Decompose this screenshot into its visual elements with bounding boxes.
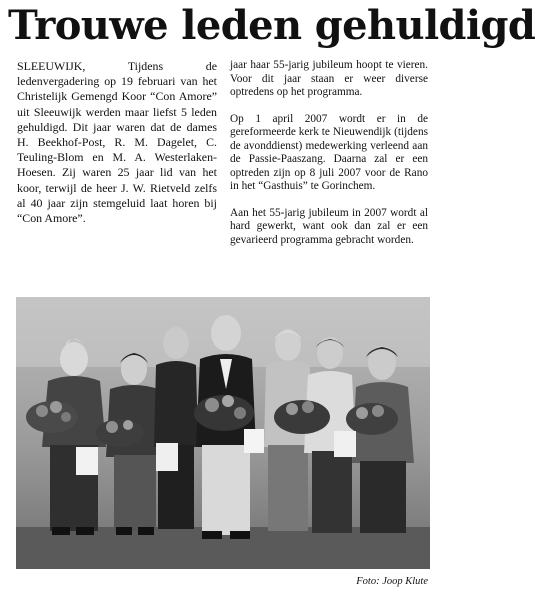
paragraph: Op 1 april 2007 wordt er in de gereformeerde kerk te Nieuwendijk (tijdens de avonddienst) medewerking verleend aan de Passie-Paaszang. Daarna zal er een optreden zijn op 8 juli 2007 voor de Rano in het “Gasthuis” te Gorinchem.	[230, 112, 428, 192]
paragraph: jaar haar 55-jarig jubileum hoopt te vieren. Voor dit jaar staan er weer diverse optredens op het programma.	[230, 59, 428, 98]
certificate	[76, 447, 98, 475]
left-column	[17, 59, 217, 226]
intro-paragraph: SLEEUWIJK, Tijdens de ledenvergadering op 19 februari van het Christelijk Gemengd Koor “Con Amore” uit Sleeuwijk werden maar liefst 5 leden gehuldigd. Dit jaar waren dat de dames H. Beekhof-Post, R. M. Dagelet, C. Teuling-Blom en M. A. Westerlaken-Hoesen. Zij waren 25 jaar lid van het koor, terwijl de heer J. W. Rietveld zelfs al 40 jaar zijn stemgeluid laat horen bij “Con Amore”.	[17, 59, 217, 226]
flower-bouquet	[194, 395, 254, 431]
flower-bouquet	[346, 403, 398, 435]
right-column	[230, 59, 428, 247]
group-photo	[16, 297, 430, 569]
flower-bouquet	[26, 401, 78, 433]
certificate	[334, 431, 356, 457]
certificate	[156, 443, 178, 471]
photo-credit: Foto: Joop Klute	[356, 576, 428, 587]
certificate	[244, 429, 264, 453]
flower-bouquet	[96, 419, 144, 447]
group-photo-illustration	[16, 297, 430, 569]
flower-bouquet	[274, 400, 330, 434]
headline: Trouwe leden gehuldigd	[8, 2, 535, 49]
paragraph: Aan het 55-jarig jubileum in 2007 wordt al hard gewerkt, want ook dan zal er een gevarieerd programma gebracht worden.	[230, 206, 428, 246]
